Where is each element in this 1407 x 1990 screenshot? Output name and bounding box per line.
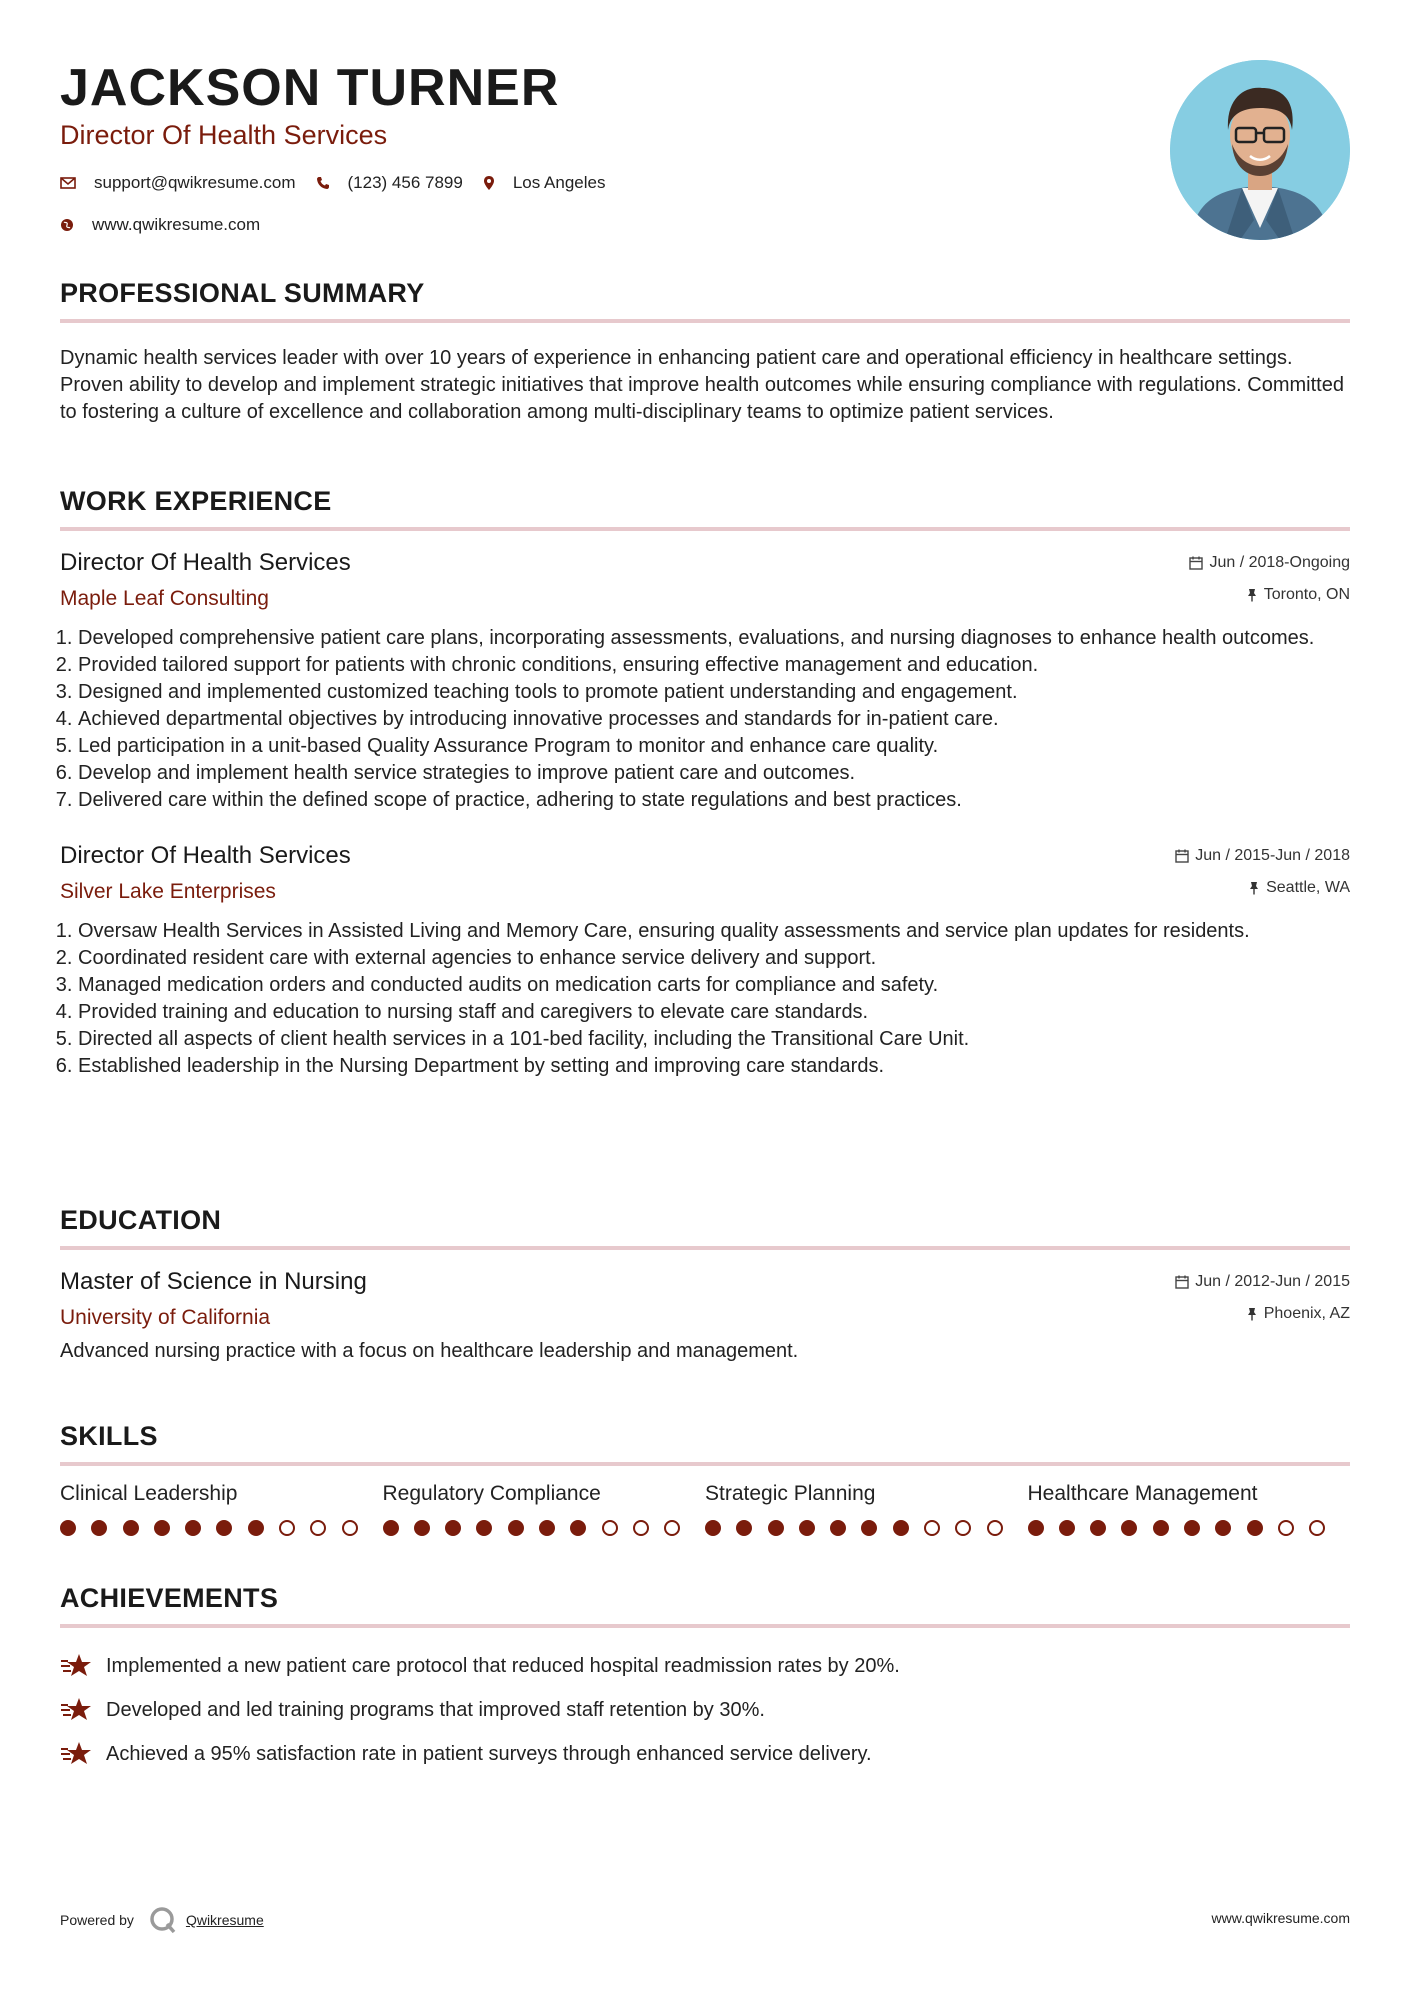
powered-by-label: Powered by: [60, 1912, 134, 1928]
skills-heading: SKILLS: [60, 1421, 1350, 1466]
achievement-item: Developed and led training programs that improved staff retention by 30%.: [60, 1688, 1350, 1732]
list-item: 4. Provided training and education to nursing staff and caregivers to elevate care standards.: [78, 999, 1350, 1026]
contact-phone[interactable]: [316, 173, 463, 193]
rating-dot-filled: [539, 1520, 555, 1536]
skill-item: [60, 1482, 383, 1536]
degree: Master of Science in Nursing: [60, 1268, 367, 1295]
rating-dot-filled: [1215, 1520, 1231, 1536]
list-item: 6. Established leadership in the Nursing Department by setting and improving care standards.: [78, 1053, 1350, 1080]
rating-dot-empty: [602, 1520, 618, 1536]
contact-email[interactable]: [60, 173, 296, 193]
rating-dot-filled: [185, 1520, 201, 1536]
rating-dot-empty: [955, 1520, 971, 1536]
job-location: Seattle, WA: [1175, 878, 1350, 898]
rating-dot-filled: [570, 1520, 586, 1536]
skill-name: Regulatory Compliance: [382, 1482, 601, 1505]
rating-dot-filled: [799, 1520, 815, 1536]
candidate-title: Director Of Health Services: [60, 120, 388, 150]
contact-location: [483, 173, 606, 193]
education-location: Phoenix, AZ: [1175, 1304, 1350, 1324]
education-heading: EDUCATION: [60, 1205, 1350, 1250]
rating-dot-filled: [414, 1520, 430, 1536]
experience-heading: WORK EXPERIENCE: [60, 486, 1350, 531]
job-location: Toronto, ON: [1189, 585, 1350, 605]
rating-dot-filled: [1028, 1520, 1044, 1536]
map-pin-icon: [483, 175, 495, 191]
pushpin-icon: [1246, 588, 1258, 602]
website-text: www.qwikresume.com: [92, 215, 261, 234]
contact-website[interactable]: [60, 215, 260, 235]
rating-dot-filled: [1184, 1520, 1200, 1536]
job-bullets: [60, 918, 1350, 1080]
skills-section: [60, 1421, 1350, 1536]
resume-page: [60, 0, 1350, 1990]
rating-dot-filled: [383, 1520, 399, 1536]
list-item: 2. Coordinated resident care with external agencies to enhance service delivery and support.: [78, 945, 1350, 972]
rating-dot-filled: [893, 1520, 909, 1536]
rating-dot-filled: [705, 1520, 721, 1536]
skill-item: [1028, 1482, 1351, 1536]
list-item: 2. Provided tailored support for patients with chronic conditions, ensuring effective management and education.: [78, 652, 1350, 679]
list-item: 1. Oversaw Health Services in Assisted Living and Memory Care, ensuring quality assessments and service plan updates for residents.: [78, 918, 1350, 945]
powered-by: [60, 1906, 264, 1934]
star-award-icon: [60, 1741, 92, 1767]
rating-dot-empty: [924, 1520, 940, 1536]
rating-dot-filled: [1121, 1520, 1137, 1536]
job-date: Jun / 2018-Ongoing: [1189, 553, 1350, 573]
list-item: 6. Develop and implement health service strategies to improve patient care and outcomes.: [78, 760, 1350, 787]
mail-icon: [60, 177, 76, 189]
list-item: 5. Led participation in a unit-based Quality Assurance Program to monitor and enhance care quality.: [78, 733, 1350, 760]
education-entry: [60, 1268, 1350, 1363]
rating-dot-empty: [633, 1520, 649, 1536]
list-item: 7. Delivered care within the defined scope of practice, adhering to state regulations and best practices.: [78, 787, 1350, 814]
resume-header: [60, 0, 1350, 250]
globe-icon: [60, 218, 74, 232]
job-entry: [60, 549, 1350, 814]
achievements-heading: ACHIEVEMENTS: [60, 1583, 1350, 1628]
education-description: Advanced nursing practice with a focus on healthcare leadership and management.: [60, 1340, 799, 1362]
contact-row: [60, 173, 625, 193]
rating-dot-filled: [1153, 1520, 1169, 1536]
phone-icon: [316, 176, 330, 190]
qwikresume-link[interactable]: Qwikresume: [185, 1912, 264, 1928]
rating-dot-empty: [279, 1520, 295, 1536]
email-text: support@qwikresume.com: [94, 173, 296, 192]
skill-name: Healthcare Management: [1027, 1482, 1258, 1505]
education-date: Jun / 2012-Jun / 2015: [1175, 1272, 1350, 1292]
list-item: 4. Achieved departmental objectives by introducing innovative processes and standards for in-patient care.: [78, 706, 1350, 733]
rating-dot-filled: [216, 1520, 232, 1536]
rating-dot-filled: [91, 1520, 107, 1536]
rating-dot-empty: [1278, 1520, 1294, 1536]
job-company: Silver Lake Enterprises: [60, 880, 276, 903]
rating-dot-filled: [1090, 1520, 1106, 1536]
rating-dot-filled: [1247, 1520, 1263, 1536]
summary-heading: PROFESSIONAL SUMMARY: [60, 278, 1350, 323]
calendar-icon: [1175, 849, 1189, 863]
skills-list: [60, 1482, 1350, 1536]
job-bullets: [60, 625, 1350, 814]
job-company: Maple Leaf Consulting: [60, 587, 269, 610]
pushpin-icon: [1246, 1307, 1258, 1321]
star-award-icon: [60, 1697, 92, 1723]
job-date: Jun / 2015-Jun / 2018: [1175, 846, 1350, 866]
profile-photo: [1170, 60, 1350, 240]
candidate-name: JACKSON TURNER: [60, 59, 560, 117]
rating-dot-filled: [830, 1520, 846, 1536]
achievement-item: Achieved a 95% satisfaction rate in patient surveys through enhanced service delivery.: [60, 1732, 1350, 1776]
job-title: Director Of Health Services: [60, 549, 351, 576]
qwikresume-logo-icon: [148, 1906, 178, 1934]
list-item: 3. Designed and implemented customized teaching tools to promote patient understanding and engagement.: [78, 679, 1350, 706]
job-meta: [1189, 553, 1350, 617]
rating-dot-filled: [60, 1520, 76, 1536]
achievements-list: [60, 1644, 1350, 1776]
rating-dot-filled: [248, 1520, 264, 1536]
rating-dot-filled: [736, 1520, 752, 1536]
job-title: Director Of Health Services: [60, 842, 351, 869]
rating-dot-filled: [445, 1520, 461, 1536]
rating-dot-filled: [154, 1520, 170, 1536]
education-section: [60, 1205, 1350, 1363]
rating-dot-filled: [861, 1520, 877, 1536]
contact-row-web: [60, 215, 280, 235]
rating-dot-empty: [342, 1520, 358, 1536]
experience-section: [60, 486, 1350, 1080]
rating-dot-empty: [310, 1520, 326, 1536]
skill-rating: [383, 1520, 706, 1536]
rating-dot-filled: [476, 1520, 492, 1536]
list-item: 1. Developed comprehensive patient care plans, incorporating assessments, evaluations, and nursing diagnoses to enhance health outcomes.: [78, 625, 1350, 652]
skill-item: [705, 1482, 1028, 1536]
school: University of California: [60, 1306, 271, 1329]
calendar-icon: [1175, 1275, 1189, 1289]
rating-dot-filled: [508, 1520, 524, 1536]
rating-dot-filled: [768, 1520, 784, 1536]
summary-text: Dynamic health services leader with over 10 years of experience in enhancing patient care and operational efficiency in healthcare settings. Proven ability to develop and implement strategic initiatives that improve health outcomes while ensuring compliance with regulations. Committed to fostering a culture of excellence and collaboration among multi-disciplinary teams to optimize patient services.: [60, 347, 1344, 423]
list-item: 5. Directed all aspects of client health services in a 101-bed facility, including the Transitional Care Unit.: [78, 1026, 1350, 1053]
calendar-icon: [1189, 556, 1203, 570]
rating-dot-empty: [1309, 1520, 1325, 1536]
achievements-section: [60, 1583, 1350, 1776]
job-entry: [60, 842, 1350, 1080]
skill-rating: [60, 1520, 383, 1536]
skill-item: [383, 1482, 706, 1536]
achievement-item: Implemented a new patient care protocol that reduced hospital readmission rates by 20%.: [60, 1644, 1350, 1688]
page-footer: [60, 1898, 1350, 1934]
phone-text: (123) 456 7899: [347, 173, 463, 192]
education-meta: [1175, 1272, 1350, 1336]
skill-rating: [705, 1520, 1028, 1536]
skill-name: Strategic Planning: [705, 1482, 876, 1505]
skill-rating: [1028, 1520, 1351, 1536]
rating-dot-empty: [987, 1520, 1003, 1536]
rating-dot-filled: [1059, 1520, 1075, 1536]
job-meta: [1175, 846, 1350, 910]
rating-dot-filled: [123, 1520, 139, 1536]
skill-name: Clinical Leadership: [60, 1482, 238, 1505]
list-item: 3. Managed medication orders and conducted audits on medication carts for compliance and safety.: [78, 972, 1350, 999]
star-award-icon: [60, 1653, 92, 1679]
location-text: Los Angeles: [512, 173, 606, 192]
summary-section: [60, 278, 1350, 426]
footer-url[interactable]: www.qwikresume.com: [1211, 1910, 1350, 1926]
pushpin-icon: [1248, 881, 1260, 895]
rating-dot-empty: [664, 1520, 680, 1536]
